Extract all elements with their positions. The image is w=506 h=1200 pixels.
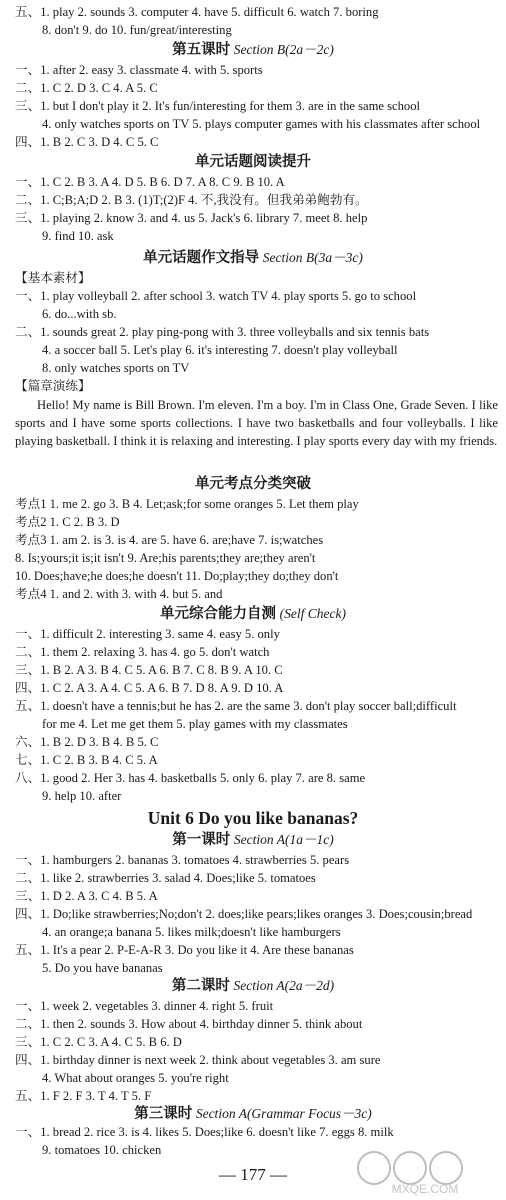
text-line: 二、1. then 2. sounds 3. How about 4. birthday dinner 5. think about: [15, 1017, 363, 1031]
section-heading: [0, 604, 506, 624]
text-line: 9. find 10. ask: [42, 229, 114, 243]
text-line: 【基本素材】: [15, 271, 91, 285]
heading-section: Section A(1a－1c): [233, 832, 334, 847]
section-heading: [0, 1104, 506, 1124]
text-line: 考点2 1. C 2. B 3. D: [15, 515, 120, 529]
text-line: 三、1. C 2. C 3. A 4. C 5. B 6. D: [15, 1035, 182, 1049]
text-line: 【篇章演练】: [15, 379, 91, 393]
text-line: 四、1. C 2. A 3. A 4. C 5. A 6. B 7. D 8. A 9. D 10. A: [15, 681, 284, 695]
heading-title: 第一课时: [172, 832, 231, 848]
text-line: 五、1. play 2. sounds 3. computer 4. have 5. difficult 6. watch 7. boring: [15, 5, 379, 19]
text-line: for me 4. Let me get them 5. play games with my classmates: [42, 717, 348, 731]
text-line: 4. a soccer ball 5. Let's play 6. it's interesting 7. doesn't play volleyball: [42, 343, 398, 357]
text-line: 五、1. It's a pear 2. P-E-A-R 3. Do you like it 4. Are these bananas: [15, 943, 354, 957]
text-line: 三、1. D 2. A 3. C 4. B 5. A: [15, 889, 158, 903]
heading-title: 第二课时: [171, 978, 230, 994]
text-line: 一、1. hamburgers 2. bananas 3. tomatoes 4. strawberries 5. pears: [15, 853, 350, 867]
section-heading: 单元话题阅读提升: [195, 154, 311, 170]
text-line: 一、1. week 2. vegetables 3. dinner 4. right 5. fruit: [15, 999, 274, 1013]
heading-section: (Self Check): [279, 606, 346, 621]
text-line: 五、1. F 2. F 3. T 4. T 5. F: [15, 1089, 152, 1103]
text-line: 考点1 1. me 2. go 3. B 4. Let;ask;for some oranges 5. Let them play: [15, 497, 359, 511]
text-line: 5. Do you have bananas: [42, 961, 163, 975]
svg-text:MXQE.COM: MXQE.COM: [391, 1182, 459, 1196]
heading-title: 第三课时: [134, 1106, 193, 1122]
text-line: 六、1. B 2. D 3. B 4. B 5. C: [15, 735, 159, 749]
heading-section: Section A(Grammar Focus－3c): [195, 1106, 372, 1121]
text-line: 4. What about oranges 5. you're right: [42, 1071, 229, 1085]
text-line: 四、1. Do;like strawberries;No;don't 2. does;like pears;likes oranges 3. Does;cousin;bread: [15, 907, 473, 921]
text-line: 三、1. B 2. A 3. B 4. C 5. A 6. B 7. C 8. B 9. A 10. C: [15, 663, 283, 677]
text-line: 七、1. C 2. B 3. B 4. C 5. A: [15, 753, 158, 767]
text-line: 4. only watches sports on TV 5. plays computer games with his classmates after school: [42, 117, 481, 131]
text-line: 9. help 10. after: [42, 789, 122, 803]
text-line: 三、1. playing 2. know 3. and 4. us 5. Jack's 6. library 7. meet 8. help: [15, 211, 368, 225]
section-heading: [0, 976, 506, 996]
composition-paragraph: Hello! My name is Bill Brown. I'm eleven. I'm a boy. I'm in Class One, Grade Seven. I like sports and I have some sports collections. I have two basketballs and four volleyballs. I like playing basketball. I think it is relaxing and interesting. I play sports every day with my friends.: [15, 398, 498, 448]
text-line: 二、1. sounds great 2. play ping-pong with 3. three volleyballs and six tennis bats: [15, 325, 430, 339]
text-line: 10. Does;have;he does;he doesn't 11. Do;play;they do;they don't: [15, 569, 339, 583]
text-line: 一、1. play volleyball 2. after school 3. watch TV 4. play sports 5. go to school: [15, 289, 417, 303]
text-line: 一、1. difficult 2. interesting 3. same 4. easy 5. only: [15, 627, 280, 641]
text-line: 一、1. C 2. B 3. A 4. D 5. B 6. D 7. A 8. C 9. B 10. A: [15, 175, 285, 189]
text-line: 二、1. like 2. strawberries 3. salad 4. Does;like 5. tomatoes: [15, 871, 316, 885]
text-line: 五、1. doesn't have a tennis;but he has 2. are the same 3. don't play soccer ball;difficult: [15, 699, 457, 713]
text-line: 8. don't 9. do 10. fun/great/interesting: [42, 23, 232, 37]
text-line: 四、1. B 2. C 3. D 4. C 5. C: [15, 135, 159, 149]
section-heading: [0, 40, 506, 60]
text-line: 一、1. after 2. easy 3. classmate 4. with 5. sports: [15, 63, 263, 77]
page-number: — 177 —: [219, 1165, 287, 1184]
heading-section: Section B(3a－3c): [262, 250, 363, 265]
unit-heading: Unit 6 Do you like bananas?: [147, 808, 359, 828]
section-heading: [0, 248, 506, 268]
heading-title: 第五课时: [172, 42, 231, 58]
section-heading: 单元考点分类突破: [195, 476, 311, 492]
text-line: 三、1. but I don't play it 2. It's fun/interesting for them 3. are in the same school: [15, 99, 421, 113]
watermark-logo: [350, 1148, 500, 1196]
text-line: 8. only watches sports on TV: [42, 361, 190, 375]
heading-title: 单元话题作文指导: [143, 250, 260, 266]
heading-title: 单元综合能力自测: [160, 606, 277, 622]
text-line: 一、1. bread 2. rice 3. is 4. likes 5. Does;like 6. doesn't like 7. eggs 8. milk: [15, 1125, 394, 1139]
section-heading: [0, 830, 506, 850]
text-line: 八、1. good 2. Her 3. has 4. basketballs 5. only 6. play 7. are 8. same: [15, 771, 366, 785]
text-line: 二、1. C 2. D 3. C 4. A 5. C: [15, 81, 158, 95]
text-line: 考点3 1. am 2. is 3. is 4. are 5. have 6. are;have 7. is;watches: [15, 533, 324, 547]
text-line: 6. do...with sb.: [42, 307, 117, 321]
text-line: 考点4 1. and 2. with 3. with 4. but 5. and: [15, 587, 223, 601]
text-line: 二、1. them 2. relaxing 3. has 4. go 5. don't watch: [15, 645, 270, 659]
text-line: 二、1. C;B;A;D 2. B 3. (1)T;(2)F 4. 不,我没有。但我弟弟鲍勃有。: [15, 193, 368, 207]
heading-section: Section A(2a－2d): [233, 978, 335, 993]
text-line: 8. Is;yours;it is;it isn't 9. Are;his parents;they are;they aren't: [15, 551, 316, 565]
heading-section: Section B(2a－2c): [233, 42, 334, 57]
text-line: 四、1. birthday dinner is next week 2. think about vegetables 3. am sure: [15, 1053, 381, 1067]
text-line: 4. an orange;a banana 5. likes milk;doesn't like hamburgers: [42, 925, 341, 939]
text-line: 9. tomatoes 10. chicken: [42, 1143, 162, 1157]
